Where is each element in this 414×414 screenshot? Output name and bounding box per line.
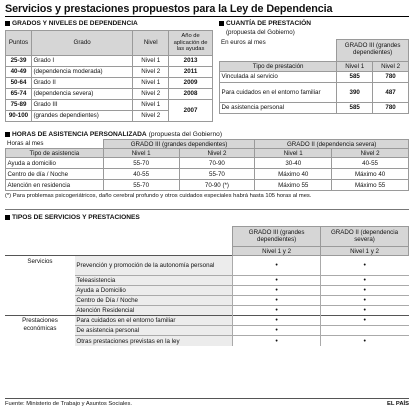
- horas-table: [5, 139, 409, 191]
- grados-puntos: 90-100: [6, 110, 32, 121]
- tipos-cat-prestaciones: Prestaciones económicas: [5, 316, 75, 346]
- grados-table: [5, 30, 213, 122]
- footer: [5, 398, 409, 408]
- footer-credit: EL PAÍS: [386, 401, 409, 407]
- tipos-dot: •: [233, 326, 321, 336]
- tipos-dot: •: [233, 276, 321, 286]
- tipos-table: [5, 226, 409, 346]
- horas-value: Máximo 40: [255, 169, 332, 180]
- section-square-icon: [5, 132, 10, 137]
- grados-puntos: 65-74: [6, 88, 32, 99]
- section-square-icon: [219, 21, 224, 26]
- grados-nivel: Nivel 1: [133, 99, 169, 110]
- tipos-heading: [5, 214, 409, 222]
- tipos-empty: [321, 326, 409, 336]
- horas-value: 70-90: [179, 158, 255, 169]
- col-nivel-1: Nivel 1: [337, 61, 373, 71]
- col-nivel: Nivel: [133, 30, 169, 55]
- tipos-dot: •: [321, 306, 409, 316]
- grados-nivel: Nivel 1: [133, 77, 169, 88]
- cuantia-n1: 390: [337, 82, 373, 102]
- cuantia-n2: 780: [373, 102, 409, 113]
- col-g3-n1: Nivel 1: [103, 149, 179, 158]
- horas-sub: (propuesta del Gobierno): [148, 130, 223, 138]
- grados-grado: Grado I: [31, 55, 132, 66]
- grados-nivel: Nivel 1: [133, 55, 169, 66]
- horas-value: 55-70: [179, 169, 255, 180]
- grados-heading: [5, 20, 213, 28]
- tipos-grado2: GRADO II (dependencia severa): [321, 227, 409, 247]
- grados-puntos: 50-64: [6, 77, 32, 88]
- cuantia-tipo: De asistencia personal: [220, 102, 337, 113]
- col-puntos: Puntos: [6, 30, 32, 55]
- tipos-niveles-g2: Nivel 1 y 2: [321, 247, 409, 256]
- cuantia-tipo: Vinculada al servicio: [220, 71, 337, 82]
- horas-tipo: Ayuda a domicilio: [6, 158, 104, 169]
- cuantia-heading-text: CUANTÍA DE PRESTACIÓN: [226, 20, 311, 27]
- horas-per: Horas al mes: [7, 140, 44, 148]
- section-square-icon: [5, 215, 10, 220]
- cuantia-table: [219, 39, 409, 114]
- grados-grado: (dependencia moderada): [31, 66, 132, 77]
- grados-grado: Grado II: [31, 77, 132, 88]
- grados-ano: 2013: [169, 55, 213, 66]
- cuantia-section: [219, 20, 409, 122]
- tipos-cat-servicios: Servicios: [5, 256, 75, 316]
- tipos-dot: •: [233, 256, 321, 276]
- grados-ano: 2009: [169, 77, 213, 88]
- tipos-dot: •: [321, 256, 409, 276]
- cuantia-n2: 780: [373, 71, 409, 82]
- horas-value: Máximo 40: [332, 169, 409, 180]
- tipos-niveles-g3: Nivel 1 y 2: [233, 247, 321, 256]
- tipos-grado3: GRADO III (grandes dependientes): [233, 227, 321, 247]
- grados-ano: 2011: [169, 66, 213, 77]
- grados-nivel: Nivel 2: [133, 110, 169, 121]
- horas-heading-text: HORAS DE ASISTENCIA PERSONALIZADA: [12, 130, 147, 138]
- cuantia-n1: 585: [337, 102, 373, 113]
- col-nivel-2: Nivel 2: [373, 61, 409, 71]
- col-g2-n2: Nivel 2: [332, 149, 409, 158]
- tipos-section: [5, 214, 409, 346]
- grados-section: [5, 20, 213, 122]
- tipos-dot: •: [321, 316, 409, 326]
- grados-grado: (dependencia severa): [31, 88, 132, 99]
- grados-puntos: 25-39: [6, 55, 32, 66]
- col-ano: Año de aplicación de las ayudas: [169, 30, 213, 55]
- title-rule: [5, 16, 409, 17]
- tipos-item: Atención Residencial: [75, 306, 233, 316]
- tipos-dot: •: [321, 276, 409, 286]
- tipos-item: Para cuidados en el entorno familiar: [75, 316, 233, 326]
- grados-nivel: Nivel 2: [133, 66, 169, 77]
- horas-value: 30-40: [255, 158, 332, 169]
- col-g2-n1: Nivel 1: [255, 149, 332, 158]
- cuantia-euros: En euros al mes: [221, 39, 266, 47]
- cuantia-n1: 585: [337, 71, 373, 82]
- tipos-dot: •: [233, 316, 321, 326]
- horas-value: 40-55: [332, 158, 409, 169]
- tipos-item: Teleasistencia: [75, 276, 233, 286]
- horas-value: Máximo 55: [332, 180, 409, 191]
- horas-value: 40-55: [103, 169, 179, 180]
- horas-grado3: GRADO III (grandes dependientes): [103, 140, 255, 149]
- col-tipo-prestacion: Tipo de prestación: [220, 61, 337, 71]
- grados-nivel: Nivel 2: [133, 88, 169, 99]
- section-divider: [5, 209, 409, 210]
- grados-puntos: 75-89: [6, 99, 32, 110]
- cuantia-grado-header: GRADO III (grandes dependientes): [337, 39, 409, 61]
- horas-tipo: Atención en residencia: [6, 180, 104, 191]
- tipos-dot: •: [233, 296, 321, 306]
- cuantia-tipo: Para cuidados en el entorno familiar: [220, 82, 337, 102]
- grados-grado: Grado III: [31, 99, 132, 110]
- horas-value: 55-70: [103, 180, 179, 191]
- cuantia-sub: (propuesta del Gobierno): [226, 28, 295, 36]
- horas-value: 70-90 (*): [179, 180, 255, 191]
- tipos-item: Otras prestaciones previstas en la ley: [75, 336, 233, 346]
- grados-ano: 2007: [169, 99, 213, 121]
- grados-grado: (grandes dependientes): [31, 110, 132, 121]
- footer-source: Fuente: Ministerio de Trabajo y Asuntos Sociales.: [5, 401, 132, 407]
- tipos-heading-text: TIPOS DE SERVICIOS Y PRESTACIONES: [12, 213, 140, 221]
- section-square-icon: [5, 21, 10, 26]
- horas-value: 55-70: [103, 158, 179, 169]
- col-g3-n2: Nivel 2: [179, 149, 255, 158]
- tipos-item: Ayuda a Domicilio: [75, 286, 233, 296]
- grados-heading-text: GRADOS Y NIVELES DE DEPENDENCIA: [12, 20, 138, 27]
- tipos-dot: •: [233, 306, 321, 316]
- grados-ano: 2008: [169, 88, 213, 99]
- tipos-dot: •: [233, 286, 321, 296]
- grados-puntos: 40-49: [6, 66, 32, 77]
- col-grado: Grado: [31, 30, 132, 55]
- horas-value: Máximo 55: [255, 180, 332, 191]
- horas-tipo: Centro de día / Noche: [6, 169, 104, 180]
- tipos-item: De asistencia personal: [75, 326, 233, 336]
- cuantia-n2: 487: [373, 82, 409, 102]
- tipos-dot: •: [321, 296, 409, 306]
- tipos-item: Centro de Día / Noche: [75, 296, 233, 306]
- tipos-dot: •: [321, 286, 409, 296]
- col-tipo-asistencia: Tipo de asistencia: [6, 149, 104, 158]
- horas-section: [5, 131, 409, 200]
- horas-grado2: GRADO II (dependencia severa): [255, 140, 409, 149]
- page-title: Servicios y prestaciones propuestos para la Ley de Dependencia: [5, 3, 333, 15]
- horas-note: (*) Para problemas psicogeriátricos, daño cerebral profundo y otros cuidados especiales habrá hasta 105 horas al mes.: [5, 193, 312, 200]
- horas-heading: [5, 131, 409, 139]
- tipos-dot: •: [321, 336, 409, 346]
- cuantia-heading: [219, 20, 409, 28]
- tipos-item: Prevención y promoción de la autonomía personal: [75, 256, 233, 276]
- tipos-dot: •: [233, 336, 321, 346]
